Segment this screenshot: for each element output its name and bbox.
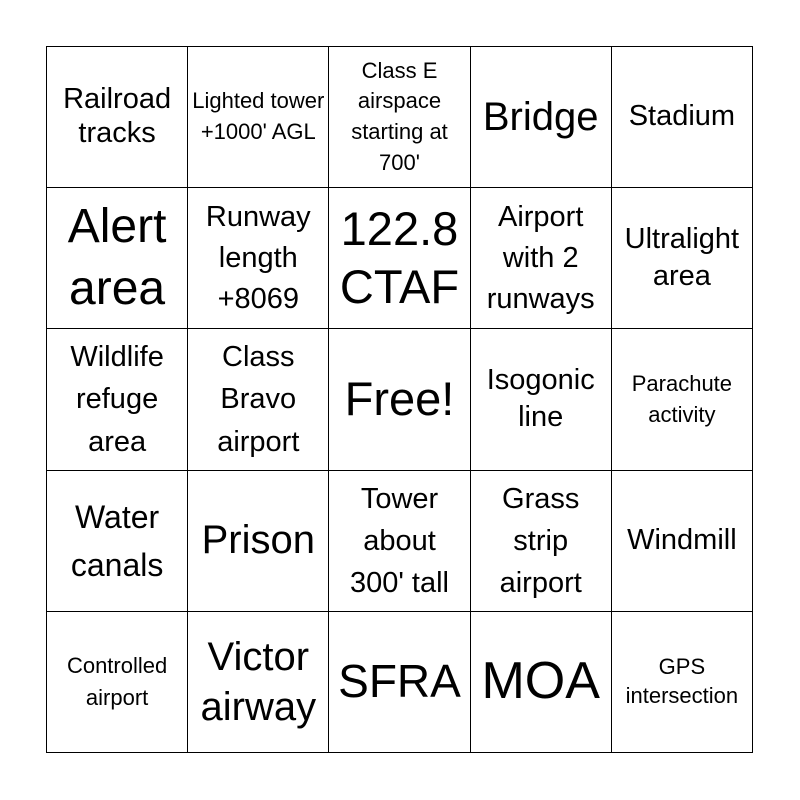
- cell-label: Wildlife refuge area: [70, 341, 164, 458]
- cell-label: 122.8 CTAF: [339, 201, 460, 314]
- bingo-cell[interactable]: [471, 471, 612, 612]
- cell-label: Alert area: [67, 199, 167, 316]
- bingo-cell[interactable]: [329, 471, 470, 612]
- bingo-cell[interactable]: [612, 188, 753, 329]
- bingo-cell[interactable]: [47, 471, 188, 612]
- bingo-cell[interactable]: [329, 188, 470, 329]
- bingo-cell[interactable]: [188, 188, 329, 329]
- bingo-cell[interactable]: [188, 47, 329, 188]
- bingo-cell[interactable]: [329, 612, 470, 753]
- cell-label: Class E airspace starting at 700': [351, 57, 448, 175]
- cell-label: Grass strip airport: [499, 482, 582, 599]
- cell-label: Stadium: [628, 100, 736, 133]
- bingo-cell[interactable]: [471, 329, 612, 470]
- bingo-cell[interactable]: [47, 612, 188, 753]
- cell-label: MOA: [481, 652, 600, 711]
- cell-label: Class Bravo airport: [217, 341, 300, 458]
- bingo-cell[interactable]: [188, 612, 329, 753]
- bingo-cell[interactable]: [47, 188, 188, 329]
- cell-label: Water canals: [70, 498, 164, 583]
- bingo-cell[interactable]: [188, 471, 329, 612]
- cell-label: Bridge: [482, 94, 599, 139]
- bingo-cell[interactable]: [471, 188, 612, 329]
- bingo-cell[interactable]: [612, 612, 753, 753]
- cell-label: Tower about 300' tall: [349, 482, 450, 599]
- bingo-cell[interactable]: [612, 47, 753, 188]
- cell-label: SFRA: [338, 654, 461, 707]
- cell-label: Ultralight area: [624, 222, 740, 293]
- cell-label: GPS intersection: [625, 654, 739, 708]
- cell-label: Prison: [201, 518, 315, 563]
- bingo-cell[interactable]: [329, 47, 470, 188]
- cell-label: Railroad tracks: [63, 83, 172, 150]
- bingo-cell[interactable]: [471, 612, 612, 753]
- bingo-cell[interactable]: [329, 329, 470, 470]
- bingo-cell[interactable]: [47, 47, 188, 188]
- cell-label: Free!: [344, 372, 455, 425]
- cell-label: Lighted tower +1000' AGL: [192, 88, 325, 145]
- cell-label: Runway length +8069: [205, 201, 311, 315]
- bingo-cell[interactable]: [188, 329, 329, 470]
- cell-label: Parachute activity: [631, 370, 733, 428]
- cell-label: Victor airway: [200, 634, 317, 729]
- bingo-cell[interactable]: [47, 329, 188, 470]
- bingo-cell[interactable]: [612, 329, 753, 470]
- cell-label: Windmill: [627, 523, 737, 556]
- cell-label: Controlled airport: [66, 653, 168, 710]
- cell-label: Isogonic line: [486, 363, 595, 434]
- bingo-cell[interactable]: [612, 471, 753, 612]
- bingo-card: [46, 46, 753, 753]
- cell-label: Airport with 2 runways: [486, 201, 595, 315]
- bingo-cell[interactable]: [471, 47, 612, 188]
